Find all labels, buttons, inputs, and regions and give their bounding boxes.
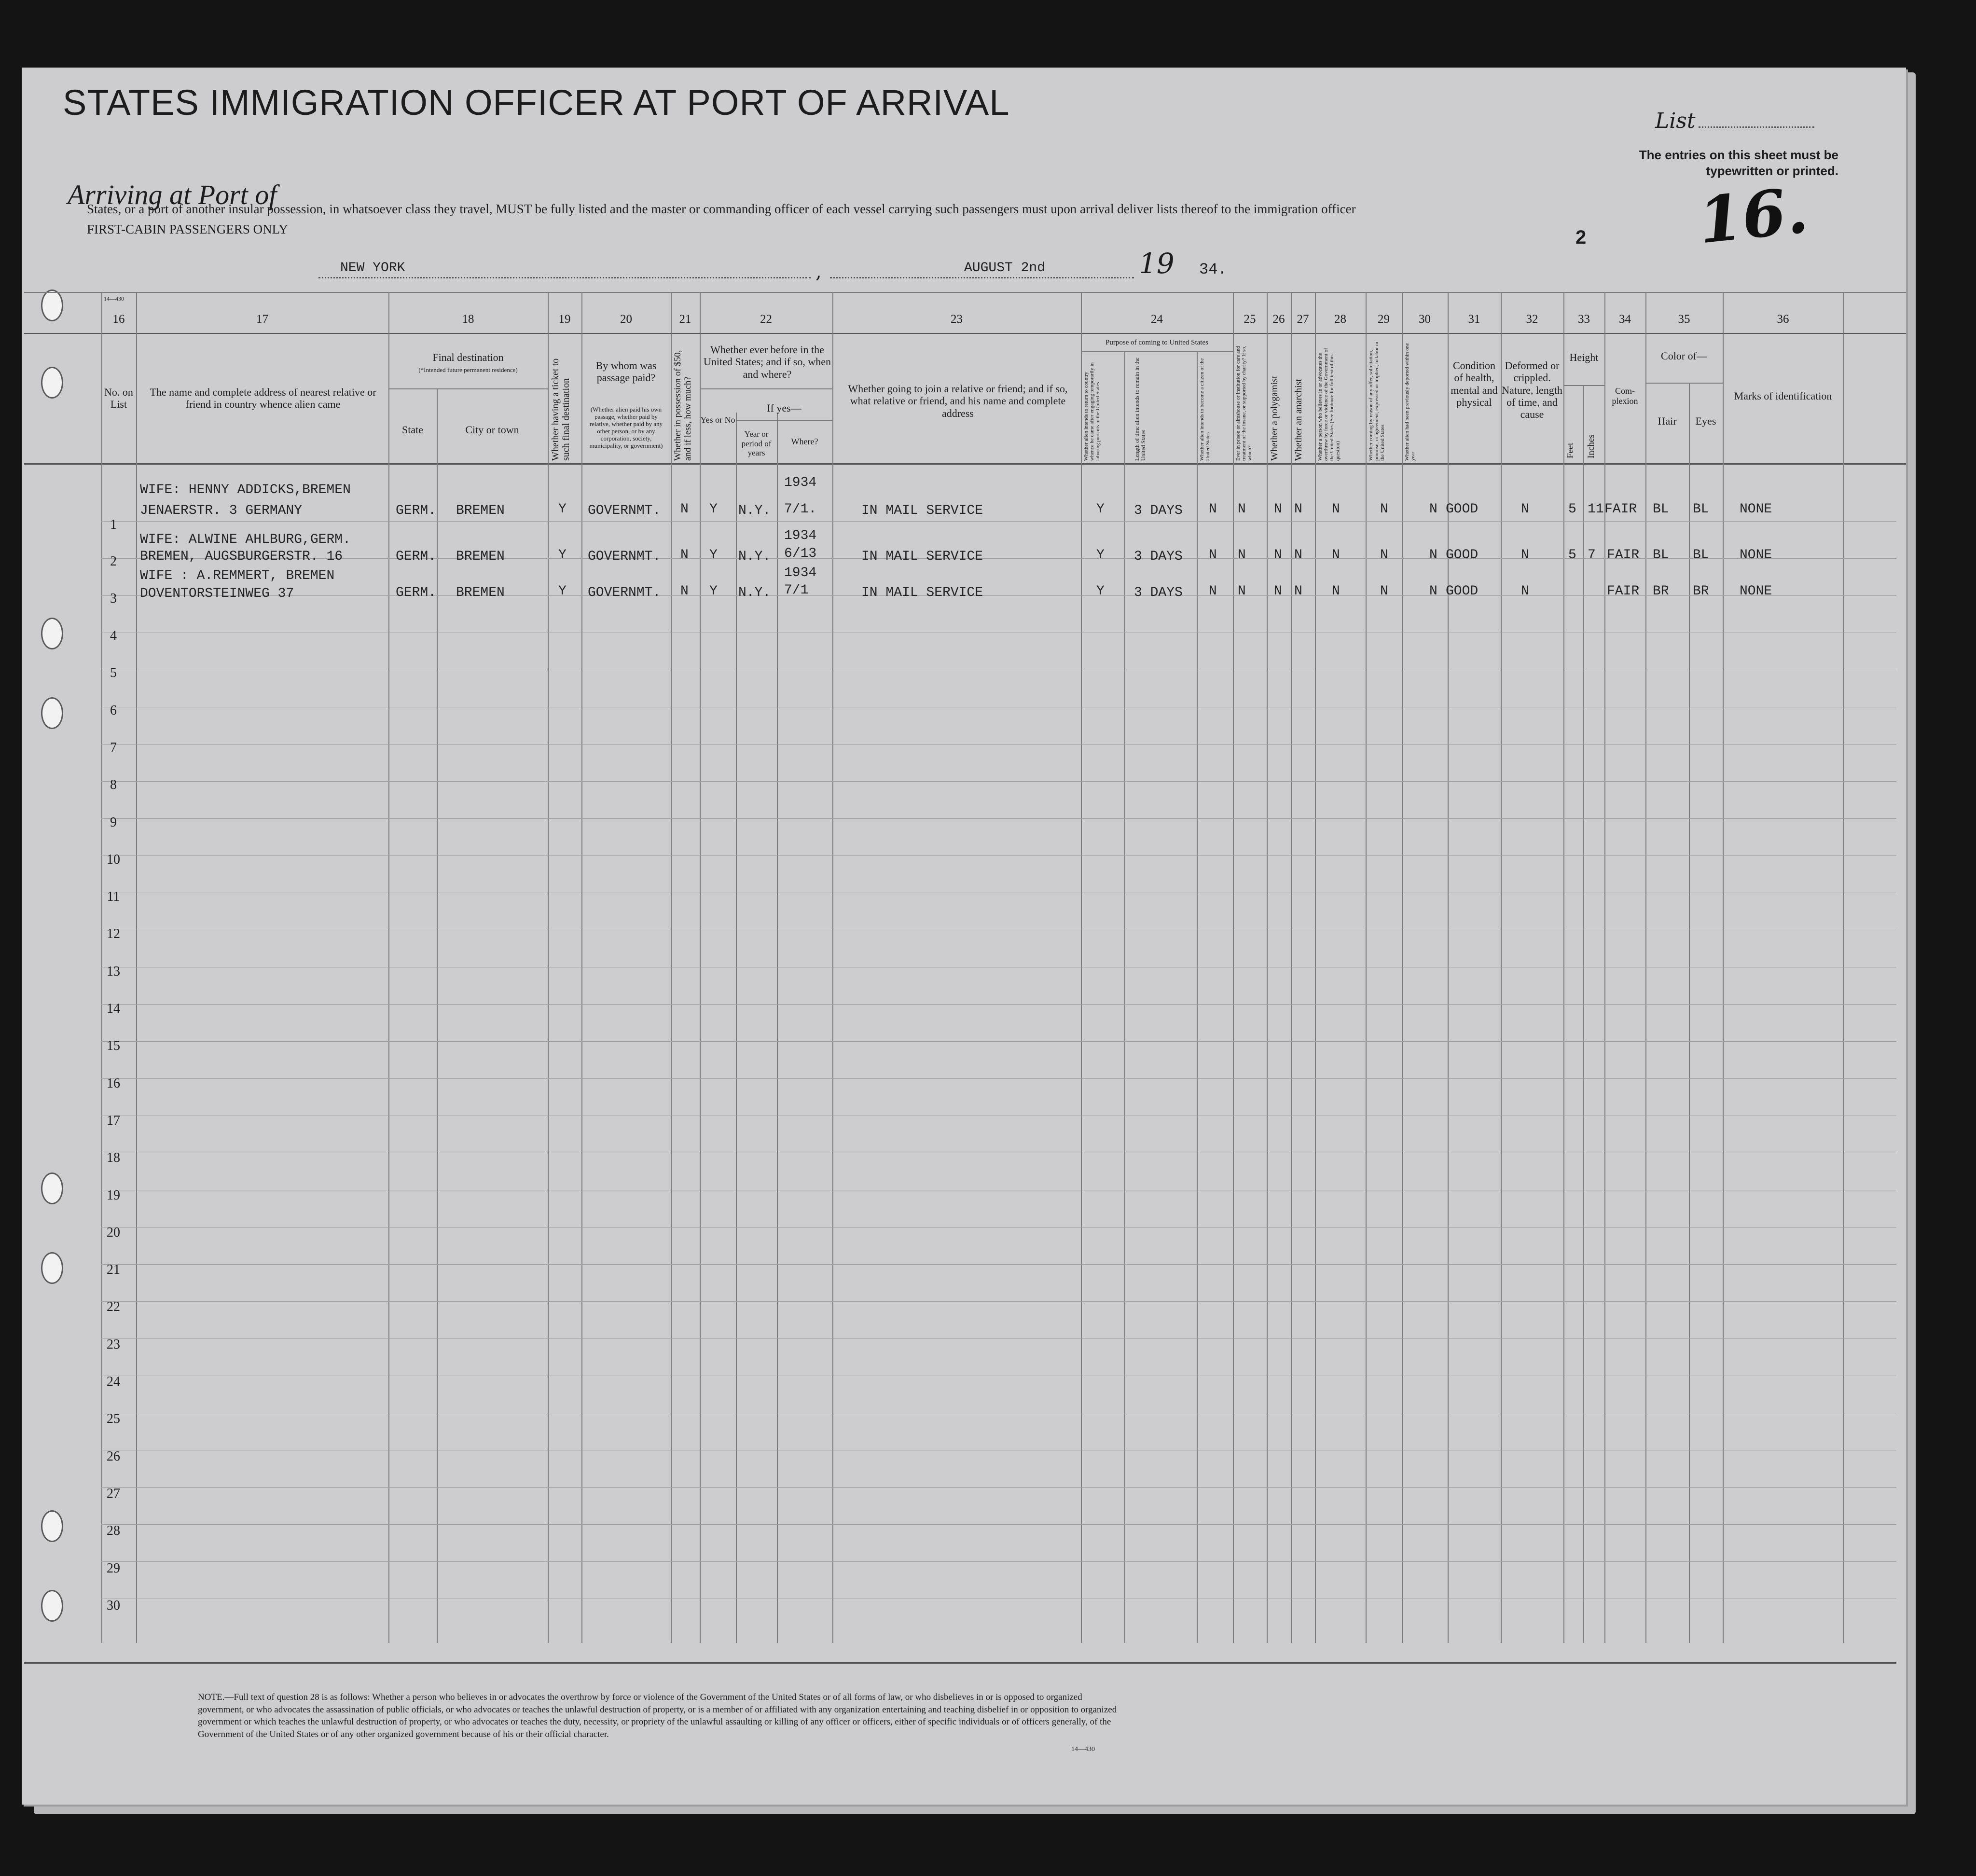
col35-number: 35 bbox=[1678, 313, 1690, 326]
col-line bbox=[1689, 384, 1690, 1643]
before-where: N.Y. bbox=[738, 503, 771, 518]
intends-return: Y bbox=[1096, 502, 1105, 517]
relative-address-line1: WIFE: ALWINE AHLBURG,GERM. bbox=[140, 532, 351, 547]
relative-address-line2: JENAERSTR. 3 GERMANY bbox=[140, 503, 303, 518]
table-bottom-rule bbox=[24, 1662, 1896, 1664]
col16-number: 16 bbox=[112, 313, 125, 326]
col19-header: Whether having a ticket to such final destination bbox=[550, 358, 571, 461]
col33-feet-header: Feet bbox=[1565, 442, 1575, 458]
col36-number: 36 bbox=[1777, 313, 1789, 326]
col21-header: Whether in possession of $50, and if less, how much? bbox=[673, 350, 693, 461]
col-line bbox=[1843, 292, 1844, 1643]
col22-ifyes-header: If yes— bbox=[767, 402, 801, 414]
complexion: FAIR bbox=[1607, 548, 1640, 563]
q28: N bbox=[1332, 548, 1340, 563]
ticket: Y bbox=[558, 584, 567, 599]
row-number: 5 bbox=[110, 665, 117, 681]
paid-by: GOVERNMT. bbox=[588, 585, 661, 600]
prison: N bbox=[1238, 502, 1246, 517]
arriving-label: Arriving at Port of bbox=[68, 179, 277, 210]
col18-state-header: State bbox=[402, 424, 423, 436]
punch-hole bbox=[41, 1252, 63, 1284]
row-rule bbox=[101, 1561, 1896, 1562]
col-line bbox=[136, 292, 137, 1643]
row-number: 17 bbox=[107, 1113, 120, 1128]
before-where: N.Y. bbox=[738, 549, 771, 564]
col-line bbox=[700, 292, 701, 1643]
health: GOOD bbox=[1446, 584, 1479, 599]
col36-header: Marks of identification bbox=[1734, 390, 1832, 402]
row-number: 29 bbox=[107, 1560, 120, 1576]
col32-number: 32 bbox=[1526, 313, 1538, 326]
deformed: N bbox=[1521, 548, 1529, 563]
subhead-rule bbox=[388, 388, 548, 389]
identification-marks: NONE bbox=[1740, 502, 1772, 517]
form-title: STATES IMMIGRATION OFFICER AT PORT OF ARRIVAL bbox=[63, 83, 1010, 123]
col-line bbox=[1723, 292, 1724, 1643]
q29: N bbox=[1380, 502, 1388, 517]
port-value: NEW YORK bbox=[340, 261, 405, 276]
destination-state: GERM. bbox=[396, 549, 437, 564]
identification-marks: NONE bbox=[1740, 584, 1772, 599]
relative-address-line2: DOVENTORSTEINWEG 37 bbox=[140, 586, 294, 601]
col24-citizen-header: Whether alien intends to become a citizen of the United States bbox=[1199, 358, 1211, 461]
height-feet: 5 bbox=[1568, 548, 1576, 563]
col24-length-header: Length of time alien intends to remain in the United States bbox=[1133, 358, 1147, 461]
destination-city: BREMEN bbox=[456, 585, 505, 600]
row-rule bbox=[101, 781, 1896, 782]
polygamist: N bbox=[1274, 584, 1282, 599]
col35-eyes-header: Eyes bbox=[1695, 415, 1716, 427]
health: GOOD bbox=[1446, 548, 1479, 563]
col28-header: Whether a person who believes in or advocates the overthrow by force or violence of the Government of the United States (See footnote for full text of this question) bbox=[1317, 348, 1341, 461]
q28: N bbox=[1332, 502, 1340, 517]
height-inches: 7 bbox=[1588, 548, 1596, 563]
anarchist: N bbox=[1294, 502, 1302, 517]
row-number: 8 bbox=[110, 777, 117, 793]
subhead-rule bbox=[736, 420, 832, 421]
paid-by: GOVERNMT. bbox=[588, 549, 661, 564]
ticket: Y bbox=[558, 502, 567, 517]
intends-citizen: N bbox=[1209, 548, 1217, 563]
before-date: 7/1 bbox=[784, 583, 809, 598]
manifest-sheet bbox=[22, 68, 1906, 1805]
table-top-rule bbox=[24, 292, 1906, 293]
col18-header: Final destination bbox=[432, 351, 504, 363]
row-number: 26 bbox=[107, 1448, 120, 1464]
col30-number: 30 bbox=[1419, 313, 1431, 326]
col-line bbox=[736, 413, 737, 1643]
col22-yes-header: Yes or No bbox=[700, 415, 735, 425]
hair-color: BL bbox=[1653, 502, 1669, 517]
deported: N bbox=[1429, 502, 1437, 517]
before-in-us: Y bbox=[709, 502, 718, 517]
row-rule bbox=[101, 818, 1896, 819]
row-number: 3 bbox=[110, 591, 117, 606]
col30-header: Whether alien had been previously deported within one year bbox=[1404, 343, 1416, 461]
joining: IN MAIL SERVICE bbox=[861, 585, 983, 600]
col20-note: (Whether alien paid his own passage, whether paid by relative, whether paid by any other person, or by any corporation, society, municipality, or government) bbox=[589, 406, 663, 449]
col23-header: Whether going to join a relative or friend; and if so, what relative or friend, and his name and complete address bbox=[848, 383, 1068, 419]
col22-number: 22 bbox=[760, 313, 772, 326]
subhead-rule bbox=[700, 388, 832, 389]
col-line bbox=[548, 292, 549, 1643]
before-date: 7/1. bbox=[784, 502, 817, 517]
health: GOOD bbox=[1446, 502, 1479, 517]
col33-header: Height bbox=[1569, 351, 1599, 363]
row-number: 21 bbox=[107, 1262, 120, 1278]
col-line bbox=[1645, 292, 1646, 1643]
list-label: List bbox=[1655, 109, 1696, 133]
col-line bbox=[1315, 292, 1316, 1643]
row-rule bbox=[101, 744, 1896, 745]
col35-hair-header: Hair bbox=[1658, 415, 1677, 427]
col20-number: 20 bbox=[620, 313, 632, 326]
q28: N bbox=[1332, 584, 1340, 599]
before-in-us: Y bbox=[709, 584, 718, 599]
col24-return-header: Whether alien intends to return to country whence he came after engaging temporarily in laboring pursuits in the United States bbox=[1083, 362, 1101, 461]
col29-number: 29 bbox=[1378, 313, 1390, 326]
col-line bbox=[1124, 352, 1125, 1643]
eye-color: BR bbox=[1693, 584, 1709, 599]
polygamist: N bbox=[1274, 548, 1282, 563]
row-number: 4 bbox=[110, 628, 117, 643]
comma: , bbox=[815, 261, 822, 283]
subhead-rule bbox=[1081, 351, 1233, 352]
col-line bbox=[1563, 292, 1564, 1643]
col18-note: (*Intended future permanent residence) bbox=[418, 366, 518, 373]
col28-number: 28 bbox=[1334, 313, 1346, 326]
before-year: 1934 bbox=[784, 566, 817, 580]
destination-state: GERM. bbox=[396, 585, 437, 600]
list-number: 16. bbox=[1695, 173, 1811, 258]
col-line bbox=[832, 292, 833, 1643]
col34-number: 34 bbox=[1619, 313, 1631, 326]
row-rule bbox=[101, 855, 1896, 856]
subhead-rule bbox=[1563, 385, 1604, 386]
footer-code: 14—430 bbox=[1071, 1746, 1095, 1753]
row-number: 24 bbox=[107, 1374, 120, 1389]
eye-color: BL bbox=[1693, 502, 1709, 517]
row-number: 30 bbox=[107, 1598, 120, 1613]
col25-header: Ever in prison or almshouse or institution for care and treatment of the insane, or supported by charity? If so, which? bbox=[1235, 345, 1253, 461]
col26-number: 26 bbox=[1272, 313, 1285, 326]
row-number: 16 bbox=[107, 1076, 120, 1091]
col21-number: 21 bbox=[679, 313, 691, 326]
identification-marks: NONE bbox=[1740, 548, 1772, 563]
complexion: FAIR bbox=[1604, 502, 1637, 517]
col18-city-header: City or town bbox=[465, 424, 519, 436]
col22-where-header: Where? bbox=[791, 437, 818, 446]
col32-header: Deformed or crippled. Nature, length of time, and cause bbox=[1502, 359, 1562, 421]
col-line bbox=[388, 292, 389, 1643]
relative-address-line2: BREMEN, AUGSBURGERSTR. 16 bbox=[140, 549, 343, 564]
punch-hole bbox=[41, 1590, 63, 1622]
punch-hole bbox=[41, 1172, 63, 1204]
row-number: 11 bbox=[107, 889, 120, 905]
col-line bbox=[1291, 292, 1292, 1643]
row-number: 23 bbox=[107, 1337, 120, 1352]
destination-city: BREMEN bbox=[456, 503, 505, 518]
row-number: 2 bbox=[110, 554, 117, 569]
row-number: 7 bbox=[110, 740, 117, 755]
col-line bbox=[1267, 292, 1268, 1643]
date-line bbox=[830, 277, 1134, 278]
year-prefix: 19 bbox=[1139, 247, 1175, 280]
row-rule bbox=[101, 1301, 1896, 1302]
anarchist: N bbox=[1294, 584, 1302, 599]
row-rule bbox=[101, 1338, 1896, 1339]
col31-header: Condition of health, mental and physical bbox=[1451, 359, 1498, 408]
punch-hole bbox=[41, 367, 63, 399]
row-rule bbox=[101, 1487, 1896, 1488]
header-bottom-rule bbox=[24, 463, 1906, 465]
height-feet: 5 bbox=[1568, 502, 1576, 517]
paid-by: GOVERNMT. bbox=[588, 503, 661, 518]
joining: IN MAIL SERVICE bbox=[861, 503, 983, 518]
stay-length: 3 DAYS bbox=[1134, 549, 1183, 564]
year-suffix: 34. bbox=[1199, 261, 1227, 278]
col-line bbox=[1604, 292, 1605, 1643]
row-rule bbox=[101, 1227, 1896, 1228]
stay-length: 3 DAYS bbox=[1134, 585, 1183, 600]
polygamist: N bbox=[1274, 502, 1282, 517]
col-line bbox=[581, 292, 582, 1643]
stay-length: 3 DAYS bbox=[1134, 503, 1183, 518]
row-rule bbox=[101, 1078, 1896, 1079]
punch-hole bbox=[41, 618, 63, 649]
col31-number: 31 bbox=[1468, 313, 1480, 326]
subhead-rule bbox=[1645, 383, 1723, 384]
corner-code: 14—430 bbox=[104, 295, 124, 302]
row-rule bbox=[101, 1264, 1896, 1265]
money: N bbox=[680, 502, 689, 517]
row-number: 12 bbox=[107, 926, 120, 942]
port-line bbox=[318, 277, 811, 278]
col24-header: Purpose of coming to United States bbox=[1105, 339, 1208, 346]
row-number: 22 bbox=[107, 1299, 120, 1315]
col29-header: Whether coming by reason of any offer, solicitation, promise, or agreement, expressed or implied, to labor in the United States bbox=[1368, 342, 1386, 461]
money: N bbox=[680, 584, 689, 599]
relative-address-line1: WIFE : A.REMMERT, BREMEN bbox=[140, 568, 335, 583]
col18-number: 18 bbox=[462, 313, 474, 326]
deported: N bbox=[1429, 548, 1437, 563]
col26-header: Whether a polygamist bbox=[1269, 375, 1280, 461]
col16-header: No. on List bbox=[104, 386, 133, 411]
col17-header: The name and complete address of nearest relative or friend in country whence alien came bbox=[150, 386, 376, 411]
row-number: 25 bbox=[107, 1411, 120, 1427]
row-number: 20 bbox=[107, 1225, 120, 1240]
row-number: 18 bbox=[107, 1150, 120, 1166]
anarchist: N bbox=[1294, 548, 1302, 563]
row-rule bbox=[101, 1524, 1896, 1525]
col24-number: 24 bbox=[1151, 313, 1163, 326]
col-line bbox=[1081, 292, 1082, 1643]
header-num-rule bbox=[24, 333, 1906, 334]
col17-number: 17 bbox=[256, 313, 268, 326]
list-line bbox=[1699, 126, 1814, 128]
col-line bbox=[1402, 292, 1403, 1643]
intends-citizen: N bbox=[1209, 502, 1217, 517]
col-line bbox=[1583, 386, 1584, 1643]
prison: N bbox=[1238, 548, 1246, 563]
row-number: 28 bbox=[107, 1523, 120, 1539]
row-number: 10 bbox=[107, 852, 120, 867]
before-where: N.Y. bbox=[738, 585, 771, 600]
row-rule bbox=[101, 521, 1896, 522]
before-in-us: Y bbox=[709, 548, 718, 563]
class-line: FIRST-CABIN PASSENGERS ONLY bbox=[87, 222, 288, 236]
punch-hole bbox=[41, 290, 63, 321]
destination-city: BREMEN bbox=[456, 549, 505, 564]
intends-return: Y bbox=[1096, 548, 1105, 563]
q29: N bbox=[1380, 548, 1388, 563]
row-rule bbox=[101, 1041, 1896, 1042]
relative-address-line1: WIFE: HENNY ADDICKS,BREMEN bbox=[140, 483, 351, 497]
row-number: 1 bbox=[110, 517, 117, 532]
complexion: FAIR bbox=[1607, 584, 1640, 599]
ticket: Y bbox=[558, 548, 567, 563]
footnote: NOTE.—Full text of question 28 is as follows: Whether a person who believes in or advocates the overthrow by force or violence of the Government of the United States or of all forms of law, or who disbelieves in or is opposed to organized government, or who advocates the assassination of public officials, or who advocates or teaches the unlawful destruction of property, or is a member of or affiliated with any organization entertaining and teaching disbelief in or opposition to organized government or which teaches the unlawful destruction of property, or who advocates or teaches the duty, necessity, or propriety of the unlawful assaulting or killing of any officer or officers, either of specific individuals or of officers generally, of the Government of the United States or of any other organized government because of his or their official character. bbox=[198, 1692, 1117, 1739]
col-line bbox=[1233, 292, 1234, 1643]
col-line bbox=[1448, 292, 1449, 1643]
col20-header: By whom was passage paid? bbox=[595, 359, 657, 384]
col-line bbox=[1501, 292, 1502, 1643]
deformed: N bbox=[1521, 584, 1529, 599]
intends-citizen: N bbox=[1209, 584, 1217, 599]
col19-number: 19 bbox=[558, 313, 571, 326]
prison: N bbox=[1238, 584, 1246, 599]
money: N bbox=[680, 548, 689, 563]
col33-number: 33 bbox=[1578, 313, 1590, 326]
col-line bbox=[1197, 352, 1198, 1643]
row-number: 14 bbox=[107, 1001, 120, 1016]
col23-number: 23 bbox=[951, 313, 963, 326]
destination-state: GERM. bbox=[396, 503, 437, 518]
col-line bbox=[671, 292, 672, 1643]
eye-color: BL bbox=[1693, 548, 1709, 563]
col34-header: Com-plexion bbox=[1612, 386, 1638, 406]
col-line bbox=[437, 388, 438, 1643]
col25-number: 25 bbox=[1244, 313, 1256, 326]
entries-note: The entries on this sheet must be typewritten or printed. bbox=[1639, 148, 1838, 178]
row-number: 6 bbox=[110, 703, 117, 718]
height-inches: 11 bbox=[1588, 502, 1604, 517]
joining: IN MAIL SERVICE bbox=[861, 549, 983, 564]
row-number: 9 bbox=[110, 814, 117, 830]
col35-header: Color of— bbox=[1661, 350, 1707, 362]
punch-hole bbox=[41, 697, 63, 729]
q29: N bbox=[1380, 584, 1388, 599]
deformed: N bbox=[1521, 502, 1529, 517]
deported: N bbox=[1429, 584, 1437, 599]
intends-return: Y bbox=[1096, 584, 1105, 599]
col27-header: Whether an anarchist bbox=[1293, 379, 1304, 461]
col22-year-header: Year or period of years bbox=[741, 429, 772, 458]
punch-hole bbox=[41, 1510, 63, 1542]
col22-header: Whether ever before in the United States; and if so, when and where? bbox=[704, 344, 831, 380]
row-number: 15 bbox=[107, 1038, 120, 1054]
hair-color: BL bbox=[1653, 548, 1669, 563]
before-year: 1934 bbox=[784, 528, 817, 543]
col33-inches-header: Inches bbox=[1586, 434, 1596, 458]
hair-color: BR bbox=[1653, 584, 1669, 599]
row-number: 27 bbox=[107, 1486, 120, 1501]
row-number: 19 bbox=[107, 1187, 120, 1203]
col-line bbox=[1366, 292, 1367, 1643]
row-rule bbox=[101, 1004, 1896, 1005]
before-year: 1934 bbox=[784, 475, 817, 490]
before-date: 6/13 bbox=[784, 546, 817, 561]
form-subtitle: States, or a port of another insular possession, in whatsoever class they travel, MUST be fully listed and the master or commanding officer of each vessel carrying such passengers must upon arrival deliver lists thereof to the immigration officer bbox=[87, 202, 1356, 216]
row-number: 13 bbox=[107, 964, 120, 979]
sheet-mark: 2 bbox=[1575, 227, 1587, 248]
col-line bbox=[777, 413, 778, 1643]
date-value: AUGUST 2nd bbox=[964, 261, 1046, 276]
col27-number: 27 bbox=[1297, 313, 1309, 326]
